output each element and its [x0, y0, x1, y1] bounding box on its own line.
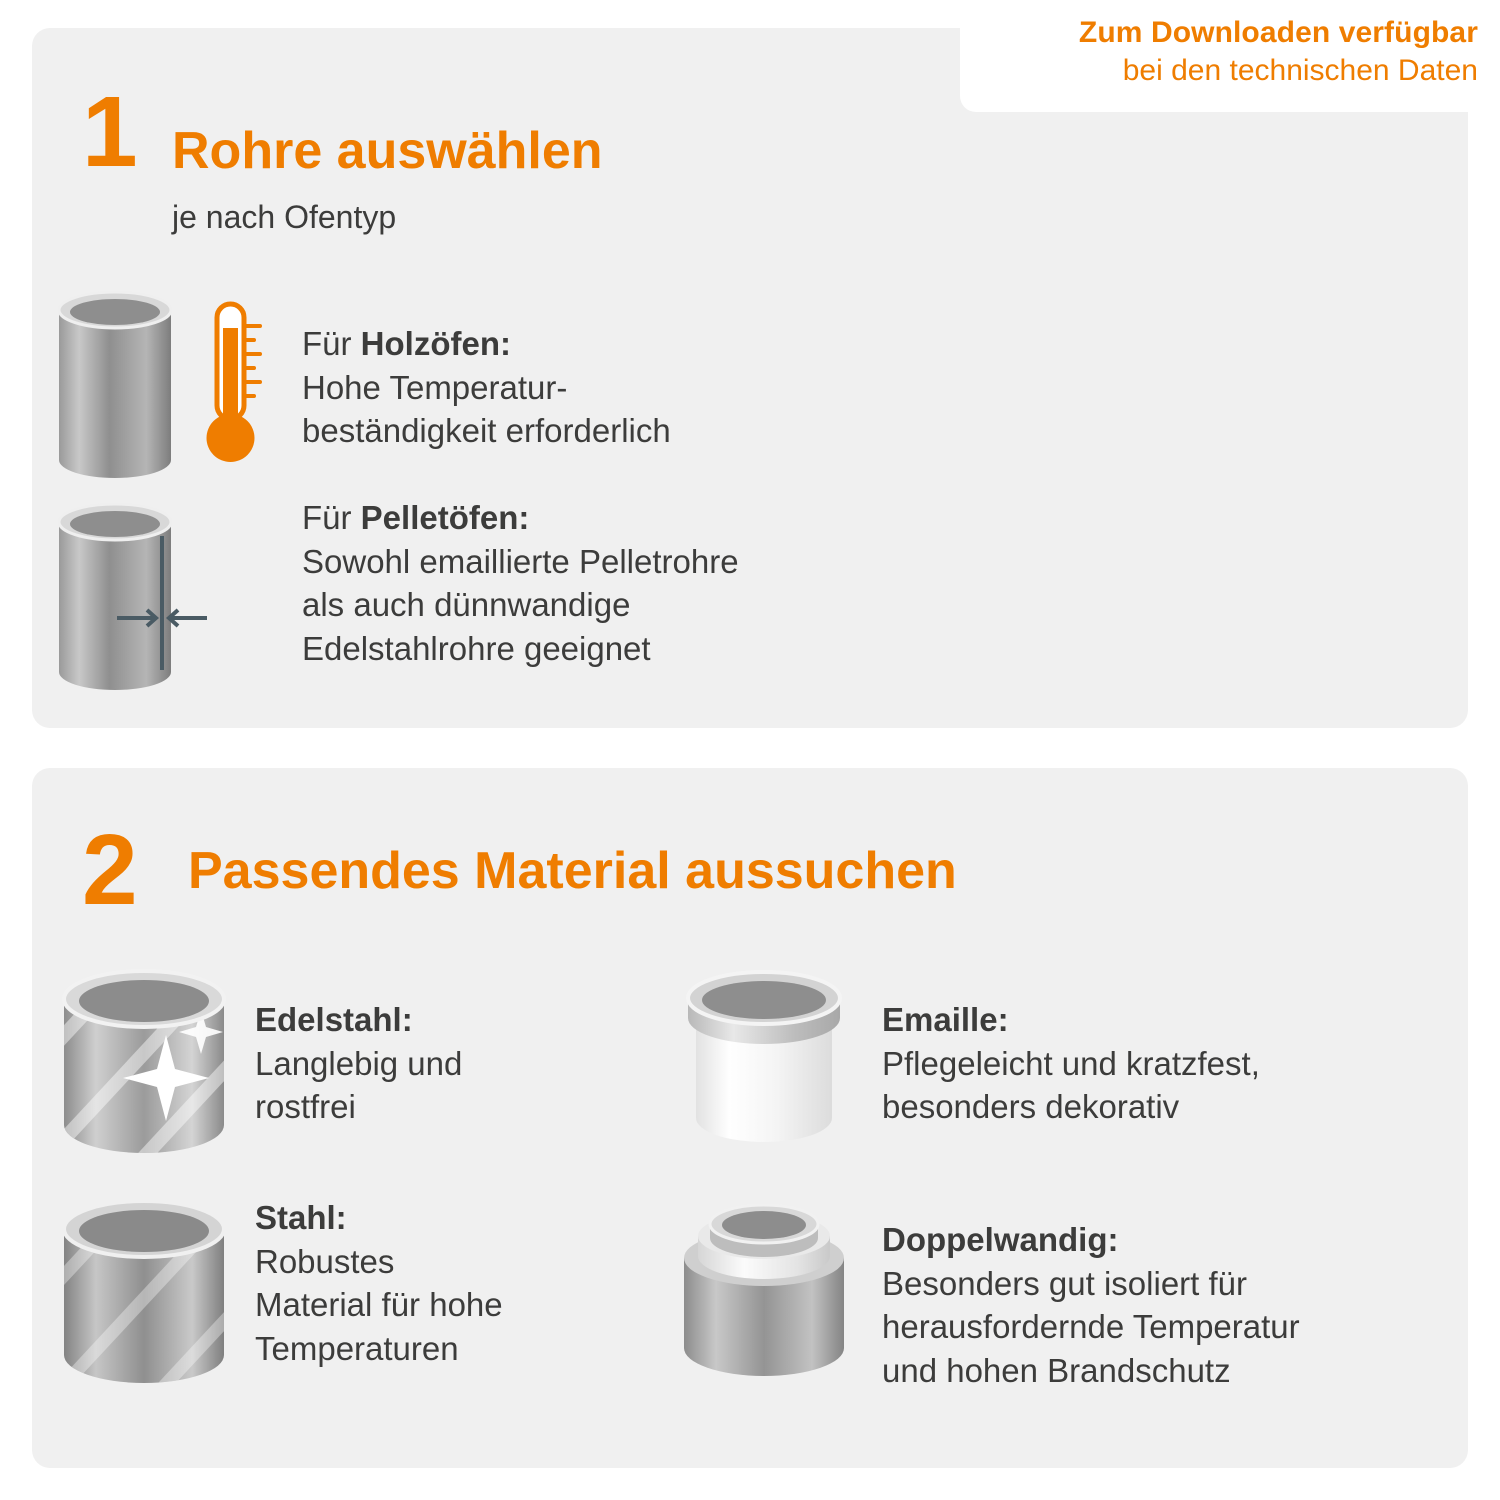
download-badge[interactable] — [960, 0, 1500, 112]
item-pelletoefen-line-1: Sowohl emaillierte Pelletrohre — [302, 542, 739, 580]
item-emaille-heading: Emaille: — [882, 1001, 1009, 1038]
item-pelletoefen-heading: Für Pelletöfen: — [302, 499, 530, 536]
item-pelletoefen-line-3: Edelstahlrohre geeignet — [302, 629, 651, 667]
double-wall-pipe-icon — [678, 1198, 850, 1393]
stainless-steel-pipe-icon — [58, 965, 230, 1175]
item-stahl-line-1: Robustes — [255, 1242, 395, 1280]
item-doppelwandig-line-3: und hohen Brandschutz — [882, 1351, 1231, 1389]
step-1-title: Rohre auswählen — [172, 122, 603, 180]
step-2-number: 2 — [82, 814, 138, 926]
item-doppelwandig-heading: Doppelwandig: — [882, 1221, 1119, 1258]
step-1-subtitle: je nach Ofentyp — [172, 199, 397, 235]
item-edelstahl-text — [255, 998, 635, 1129]
pipe-icon — [55, 288, 175, 483]
item-emaille-line-1: Pflegeleicht und kratzfest, — [882, 1044, 1260, 1082]
item-doppelwandig-text — [882, 1218, 1462, 1392]
item-doppelwandig-line-1: Besonders gut isoliert für — [882, 1264, 1248, 1302]
item-holzoefen-text — [302, 322, 922, 453]
item-emaille-line-2: besonders dekorativ — [882, 1088, 1180, 1126]
download-badge-line-1: Zum Downloaden verfügbar — [1078, 16, 1478, 49]
step-2-title: Passendes Material aussuchen — [188, 842, 957, 900]
pipe-wall-thickness-icon — [55, 500, 230, 705]
item-holzoefen-heading: Für Holzöfen: — [302, 325, 511, 362]
item-stahl-text — [255, 1196, 635, 1370]
item-edelstahl-line-1: Langlebig und — [255, 1044, 463, 1082]
item-holzoefen-line-1: Hohe Temperatur- — [302, 368, 568, 406]
item-stahl-heading: Stahl: — [255, 1199, 347, 1236]
enamel-pipe-icon — [678, 968, 850, 1163]
item-pelletoefen-text — [302, 496, 962, 670]
item-doppelwandig-line-2: herausfordernde Temperatur — [882, 1308, 1300, 1346]
item-emaille-text — [882, 998, 1442, 1129]
thermometer-icon — [196, 298, 266, 473]
download-badge-line-2: bei den technischen Daten — [1122, 53, 1478, 87]
item-stahl-line-3: Temperaturen — [255, 1329, 459, 1367]
item-stahl-line-2: Material für hohe — [255, 1286, 503, 1324]
steel-pipe-icon — [58, 1195, 230, 1405]
item-edelstahl-heading: Edelstahl: — [255, 1001, 413, 1038]
item-edelstahl-line-2: rostfrei — [255, 1088, 356, 1126]
step-1-number: 1 — [82, 76, 138, 188]
item-holzoefen-line-2: beständigkeit erforderlich — [302, 412, 671, 450]
item-pelletoefen-line-2: als auch dünnwandige — [302, 586, 631, 624]
